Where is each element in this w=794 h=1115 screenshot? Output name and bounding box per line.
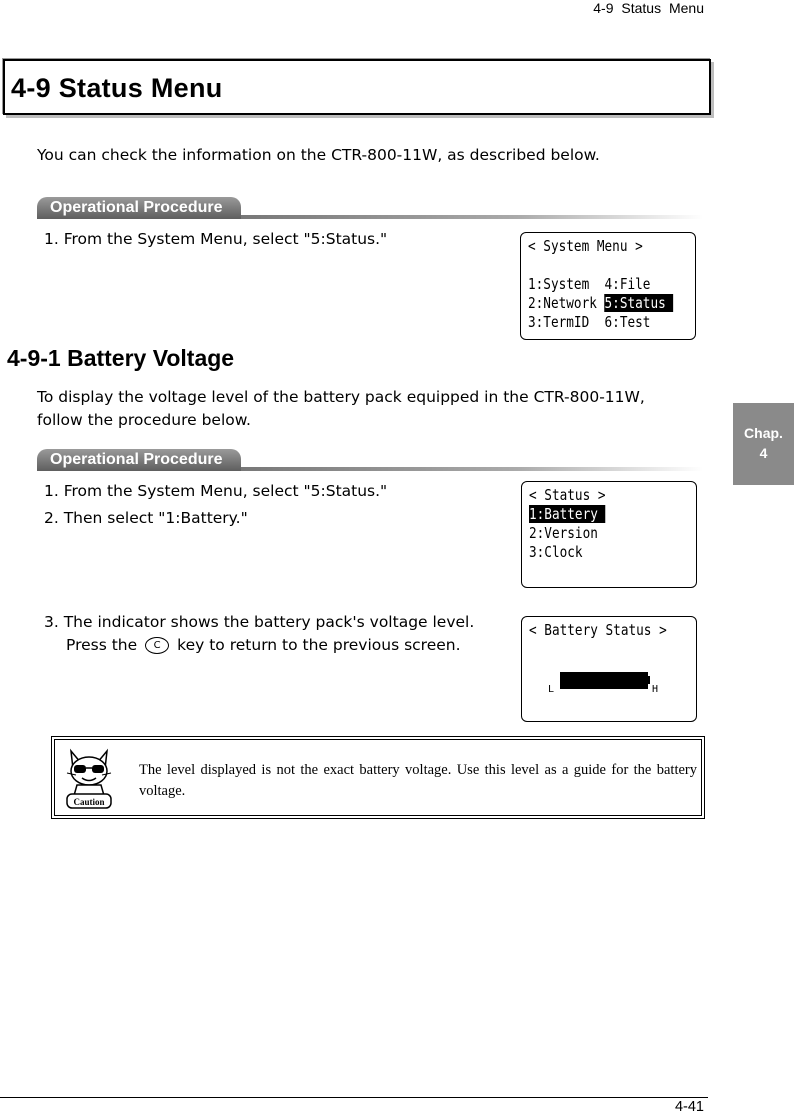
battery-terminal [647,676,650,684]
lcd-system-menu [520,232,696,340]
battery-low-label: L [548,684,555,695]
subsection-intro-line1: To display the voltage level of the battery pack equipped in the CTR-800-11W, [37,388,645,406]
chapter-tab-number: 4 [759,445,768,461]
lcd-row [528,294,673,313]
intro-text: You can check the information on the CTR-800-11W, as described below. [37,146,600,164]
battery-gauge-fill [561,673,647,688]
lcd-row-left: 2:Network [528,294,605,312]
caution-icon-label: Caution [73,797,105,807]
lcd-highlight-battery: 1:Battery [529,505,606,523]
step-item: 3. The indicator shows the battery pack's voltage level. [44,613,475,631]
step-item: 1. From the System Menu, select "5:Status." [44,482,388,500]
step-item: 2. Then select "1:Battery." [44,509,248,527]
battery-gauge-frame [560,672,648,689]
lcd-title: < System Menu > [528,237,643,255]
caution-box [51,736,705,819]
chapter-tab-label: Chap. [744,425,783,441]
step-item: 1. From the System Menu, select "5:Status." [44,230,388,248]
lcd-row: 3:Clock [529,543,583,561]
step3-pre: Press the [66,636,138,654]
page-number: 4-41 [674,1099,704,1115]
procedure-label: Operational Procedure [37,449,241,471]
procedure-banner [37,449,703,471]
c-key-icon: C [145,637,169,654]
lcd-highlight-status: 5:Status [604,294,674,312]
lcd-title: < Status > [529,486,606,504]
battery-high-label: H [652,684,659,695]
procedure-banner [37,197,703,219]
running-header: 4-9 Status Menu [593,0,704,16]
lcd-row: 1:System 4:File [528,275,651,293]
lcd-title: < Battery Status > [529,621,667,639]
lcd-row: 2:Version [529,524,598,542]
caution-inner-border [54,739,702,816]
caution-text: The level displayed is not the exact battery voltage. Use this level as a guide for the battery voltage. [139,762,697,799]
chapter-tab [733,403,794,485]
lcd-row: 3:TermID 6:Test [528,313,651,331]
procedure-rule [237,215,703,219]
lcd-status-menu [521,481,697,588]
section-title-box [3,59,711,115]
subsection-heading: 4-9-1 Battery Voltage [7,345,235,371]
lcd-row [529,505,606,524]
page-title: 4-9 Status Menu [11,73,223,103]
subsection-intro-line2: follow the procedure below. [37,411,251,429]
procedure-label: Operational Procedure [37,197,241,219]
procedure-rule [237,467,703,471]
step3-post: key to return to the previous screen. [177,636,461,654]
footer-rule [0,1097,708,1098]
lcd-battery-status [521,616,697,722]
step-item-cont [66,634,461,657]
